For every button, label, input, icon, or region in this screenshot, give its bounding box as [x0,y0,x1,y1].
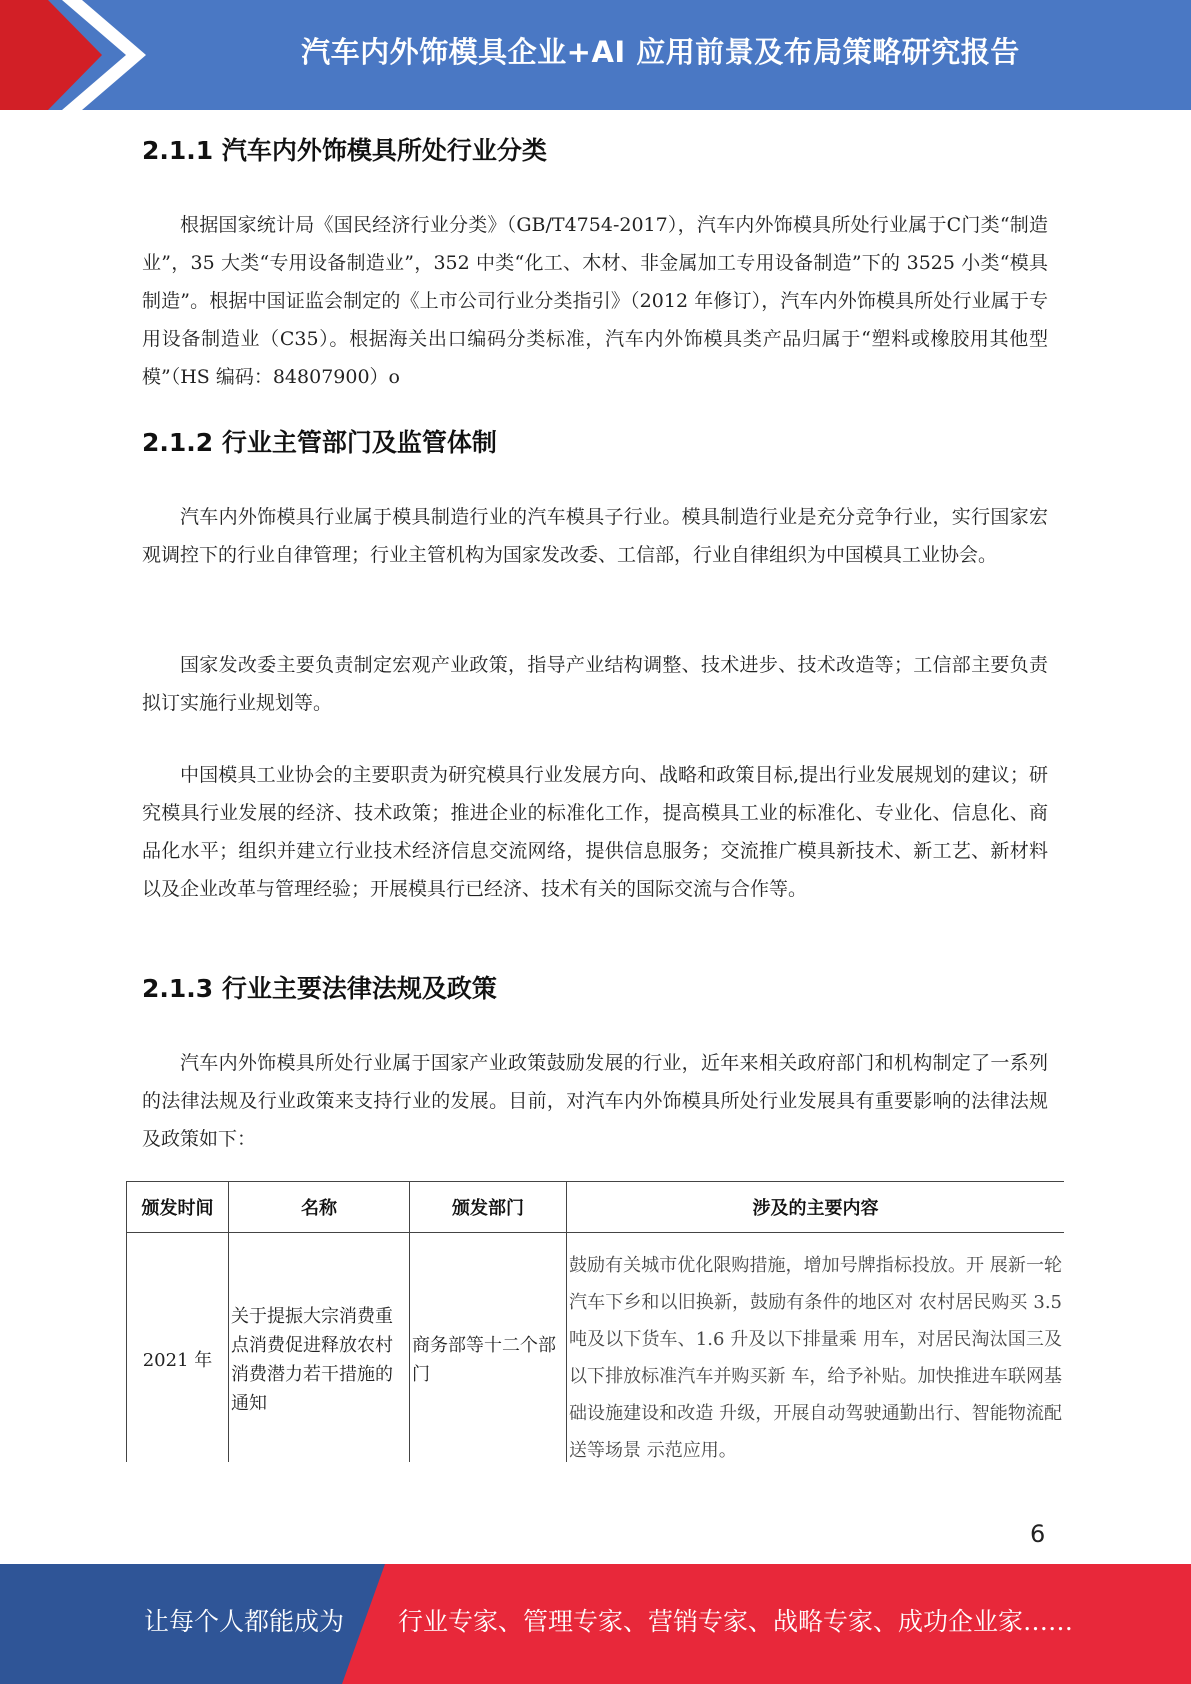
cell-name: 关于提振大宗消费重点消费促进释放农村消费潜力若干措施的通知 [229,1233,410,1463]
section-2-1-2-paragraph-3: 中国模具工业协会的主要职责为研究模具行业发展方向、战略和政策目标,提出行业发展规划的建议；研究模具行业发展的经济、技术政策；推进企业的标准化工作，提高模具工业的标准化、专业化、信息化、商品化水平；组织并建立行业技术经济信息交流网络，提供信息服务；交流推广模具新技术、新工艺、新材料以及企业改革与管理经验；开展模具行已经济、技术有关的国际交流与合作等。 [142,764,1048,900]
column-header-department: 颁发部门 [410,1182,567,1233]
cell-department: 商务部等十二个部门 [410,1233,567,1463]
report-title: 汽车内外饰模具企业+AI 应用前景及布局策略研究报告 [301,35,1020,69]
section-2-1-3-paragraph: 汽车内外饰模具所处行业属于国家产业政策鼓励发展的行业，近年来相关政府部门和机构制定了一系列的法律法规及行业政策来支持行业的发展。目前，对汽车内外饰模具所处行业发展具有重要影响的法律法规及政策如下： [142,1052,1048,1150]
policy-table-container [126,1181,1064,1462]
column-header-date: 颁发时间 [127,1182,229,1233]
report-header-banner [0,0,1191,110]
page-number: 6 [1030,1520,1046,1548]
column-header-content: 涉及的主要内容 [567,1182,1065,1233]
footer-slogan-right: 行业专家、管理专家、营销专家、战略专家、成功企业家…… [398,1607,1074,1636]
cell-date: 2021 年 [127,1233,229,1463]
policy-table [126,1181,1064,1462]
column-header-name: 名称 [229,1182,410,1233]
section-2-1-1-paragraph: 根据国家统计局《国民经济行业分类》（GB/T4754-2017），汽车内外饰模具所处行业属于C门类“制造业”，35 大类“专用设备制造业”，352 中类“化工、木材、非金属加工专用设备制造”下的 3525 小类“模具制造”。根据中国证监会制定的《上市公司行业分类指引》（2012 年修订），汽车内外饰模具所处行业属于专用设备制造业（C35）。根据海关出口编码分类标准，汽车内外饰模具类产品归属于“塑料或橡胶用其他型模”（HS 编码：84807900）o [142,214,1048,388]
section-2-1-2-paragraph-1: 汽车内外饰模具行业属于模具制造行业的汽车模具子行业。模具制造行业是充分竞争行业，实行国家宏观调控下的行业自律管理；行业主管机构为国家发改委、工信部，行业自律组织为中国模具工业协会。 [142,506,1048,566]
section-2-1-2-paragraph-2: 国家发改委主要负责制定宏观产业政策，指导产业结构调整、技术进步、技术改造等；工信部主要负责拟订实施行业规划等。 [142,654,1048,714]
footer-banner [0,1564,1191,1684]
section-heading-2-1-3: 2.1.3 行业主要法律法规及政策 [142,974,497,1003]
section-heading-2-1-1: 2.1.1 汽车内外饰模具所处行业分类 [142,136,547,165]
cell-content: 鼓励有关城市优化限购措施，增加号牌指标投放。开 展新一轮汽车下乡和以旧换新，鼓励有条件的地区对 农村居民购买 3.5 吨及以下货车、1.6 升及以下排量乘 用车，对居民淘汰国三及以下排放标准汽车并购买新 车，给予补贴。加快推进车联网基础设施建设和改造 升级，开展自动驾驶通勤出行、智能物流配送等场景 示范应用。 [567,1233,1065,1463]
footer-slogan-left: 让每个人都能成为 [144,1607,345,1636]
table-header-row [127,1182,1065,1233]
section-heading-2-1-2: 2.1.2 行业主管部门及监管体制 [142,428,497,457]
table-row [127,1233,1065,1463]
